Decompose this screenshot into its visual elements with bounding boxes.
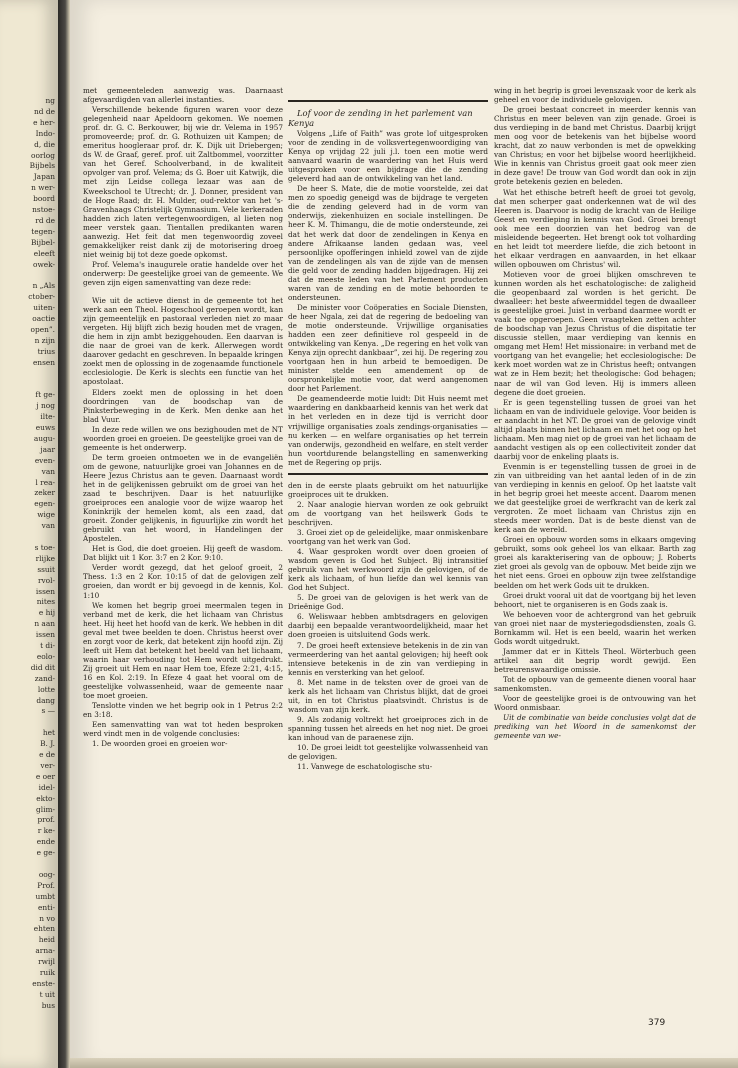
facing-page-fragment: ensen (32, 357, 55, 367)
facing-page-fragment: l rea- (35, 477, 55, 487)
facing-page-edge (0, 0, 60, 1068)
facing-page-fragment: open”. (30, 324, 55, 334)
facing-page-fragment: issen (35, 630, 55, 640)
c3-paragraph: wing in het begrip is groei levenszaak voor de kerk als geheel en voor de individuele gelovigen. (494, 86, 696, 105)
c3-conclusion-paragraph: Uit de combinatie van beide conclusies volgt dat de prediking van het Woord in de samenkomst der gemeente van we- (494, 713, 696, 741)
facing-page-fragment: van (41, 521, 55, 531)
facing-page-fragment: bus (41, 1000, 55, 1010)
facing-page-fragment: e her- (33, 117, 55, 127)
page-bottom-edge (70, 1058, 738, 1068)
facing-page-fragment: enste- (32, 978, 55, 988)
c1-quote-paragraph: De term groeien ontmoeten we in de evangeliën om de gewone, natuurlijke groei van Johannes en de Heere Jezus Christus aan te geven. Daarnaast wordt het in de gelijkenissen gebruikt om de groei van het zaad te beschrijven. Daar is het natuurlijke groeiproces een analogie voor de wijze waarop het Koninkrijk der hemelen komt, als een zaad, dat groeit. Zonder gelijkenis, in figuurlijke zin wordt het gebruikt van het woord, in Handelingen der Apostelen. (83, 452, 283, 544)
c1-paragraph: Verschillende bekende figuren waren voor deze gelegenheid naar Apeldoorn gekomen. We noemen prof. dr. G. C. Berkouwer, bij wie dr. Velema in 1957 promoveerde; prof. dr. G. Rothuizen uit Kampen; de emeritus hoogleraar prof. dr. K. Dijk uit Driebergen; ds W. de Graaf, geref. prof. uit Zaltbommel, voorzitter van het Geref. Schoolverband, in de kwaliteit opvolger van prof. Velema; ds G. Boer uit Katwijk, die met zijn Leidse collega lezaar was aan de Kweekschool te Utrecht; dr. J. Donner, president van de Hoge Raad; dr. H. Mulder, oud-rektor van het 's-Gravenhaags Christelijk Gymnasium. Vele kerkeraden hadden zich laten vertegenwoordigen, al lieten nog meer verstek gaan. Tientallen predikanten waren aanwezig. Het feit dat men tegenwoordig zoveel gemakkelijker reist dank zij de motorisering droeg niet weinig bij tot deze goede opkomst. (83, 105, 283, 259)
kenya-paragraph: Volgens „Life of Faith” was grote lof uitgesproken voor de zending in de volksvertegenwoordiging van Kenya op vrijdag 22 juli j.l. toen een motie werd aanvaard waarin de waardering van het Huis werd uitgesproken voor een bijdrage die de zending geleverd had aan de ontwikkeling van het land. (288, 129, 488, 184)
book-gutter (58, 0, 70, 1068)
facing-page-fragment: augu- (33, 433, 55, 443)
facing-page-fragment: Bijbel- (30, 237, 55, 247)
page-number: 379 (648, 1018, 666, 1028)
c3-paragraph: Jammer dat er in Kittels Theol. Wörterbuch geen artikel aan dit begrip wordt gewijd. Een betreurenswaardige omissie. (494, 646, 696, 674)
facing-page-fragment: arna- (35, 946, 55, 956)
facing-page-fragment: B. J. (40, 739, 55, 749)
facing-page-fragment: rwijl (38, 957, 55, 967)
facing-page-fragment: j nog (36, 401, 55, 411)
facing-page-fragment: nd de (34, 106, 55, 116)
facing-page-fragment: ruik (39, 968, 55, 977)
c2-paragraph: 10. De groei leidt tot geestelijke volwassenheid van de gelovigen. (288, 743, 488, 762)
facing-page-fragment: n zijn (34, 335, 55, 345)
facing-page-fragment: s toe- (34, 542, 55, 552)
c1-quote-paragraph: In deze rede willen we ons bezighouden met de NT woorden groei en groeien. De geestelijke groei van de gemeente is het onderwerp. (83, 424, 283, 452)
facing-page-fragment: owek- (33, 259, 55, 269)
facing-page-fragment: Prof. (37, 880, 55, 890)
facing-page-fragment: idel- (38, 782, 55, 792)
facing-page-fragment: r ke- (37, 826, 55, 836)
facing-page-fragment: het (42, 728, 55, 738)
facing-page-fragment: wige (37, 510, 55, 520)
c1-paragraph: met gemeenteleden aanwezig was. Daarnaast afgevaardigden van allerlei instanties. (83, 86, 283, 105)
facing-page-fragment: did dit (30, 662, 55, 672)
c2-paragraph: 9. Als zodanig voltrekt het groeiproces zich in de spanning tussen het alreeds en het nog niet. De groei kan inhoud van de paraenese zijn. (288, 714, 488, 742)
facing-page-fragment: t uit (39, 989, 55, 999)
facing-page-fragment: rlijke (35, 553, 55, 563)
c2-paragraph: 11. Vanwege de eschatologische stu- (297, 762, 433, 772)
column-1 (83, 86, 283, 1026)
facing-page-fragment: rvol- (37, 575, 55, 585)
c3-paragraph: Voor de geestelijke groei is de ontvouwing van het Woord onmisbaar. (494, 694, 696, 713)
facing-page-fragment: uiten- (33, 303, 55, 313)
c1-quote-paragraph: Elders zoekt men de oplossing in het doen doordringen van de boodschap van de Pinksterbeweging in de Kerk. Men denke aan het blad Vuur. (83, 387, 283, 424)
c2-paragraph: 2. Naar analogie hiervan worden ze ook gebruikt om de voortgang van het heilswerk Gods te beschrijven. (288, 499, 488, 527)
kenya-paragraph: De heer S. Mate, die de motie voorstelde, zei dat men zo spoedig geneigd was de bijdrage te vergeten die de zending geleverd had in de vorm van onderwijs, ziekenhuizen en sociale instellingen. De heer K. M. Thimangu, die de motie ondersteunde, zei dat het werk dat door de zendelingen in Kenya en andere Afrikaanse landen gedaan was, veel persoonlijke opofferingen inhield zowel van de zijde van de zendelingen als van de zijde van de mensen die geld voor de zending hadden bijgedragen. Hij zei dat de meeste leden van het Parlement producten waren van de zending en de motie behoorden te ondersteunen. (288, 184, 488, 302)
facing-page-fragment: Japan (33, 172, 55, 182)
c2-paragraph: 7. De groei heeft extensieve betekenis in de zin van vermeerdering van het aantal gelovigen; hij heeft ook intensieve betekenis in de zin van verdieping in kennis en versterking van het geloof. (288, 640, 488, 677)
facing-page-fragment: even- (34, 455, 55, 465)
facing-page-fragment: umbt (35, 891, 55, 901)
c2-paragraph: 3. Groei ziet op de geleidelijke, maar onmiskenbare voortgang van het werk van God. (288, 527, 488, 547)
facing-page-fragment: s — (41, 706, 55, 716)
facing-page-fragment: n aan (34, 619, 55, 629)
c1-quote-paragraph: Tenslotte vinden we het begrip ook in 1 Petrus 2:2 en 3:18. (83, 701, 283, 720)
c1-quote-paragraph: Het is God, die doet groeien. Hij geeft de wasdom. Dat blijkt uit 1 Kor. 3:7 en 2 Kor. 9:10. (83, 544, 283, 563)
facing-page-fragment: boord (33, 194, 55, 204)
c2-paragraph: 8. Met name in de teksten over de groei van de kerk als het lichaam van Christus blijkt, dat de groei uit, in en tot Christus plaatsvindt. Christus is de wasdom van zijn kerk. (288, 677, 488, 714)
c1-quote-paragraph: Wie uit de actieve dienst in de gemeente tot het werk aan een Theol. Hogeschool geroepen wordt, kan zijn gemeentelijk en pastoraal verleden niet zo maar vergeten. Hij blijft zich bezig houden met de vragen, die hem in zijn ambt beziggehouden. Een daarvan is die naar de groei van de kerk. Allerwegen wordt daarover gedacht en geschreven. In bepaalde kringen zoekt men de oplossing in de zogenaamde functionele ecclesiologie. De Kerk is slechts een functie van het apostolaat. (83, 296, 283, 387)
facing-page-fragment: n „Als (32, 281, 55, 291)
facing-page-fragment: jaar (40, 444, 55, 454)
c1-quote-paragraph: We komen het begrip groei meermalen tegen in verband met de kerk, die het lichaam van Christus heet. Hij heet het hoofd van de kerk. We hebben in dit geval met twee beelden te doen. Christus heerst over en zorgt voor de kerk, dat betekent zijn hoofd zijn. Zij leeft uit Hem dat betekent het beeld van het lichaam, waarin haar verhouding tot Hem wordt uitgedrukt. Zij groeit uit Hem en naar Hem toe, Efeze 2:21, 4:15, 16 en Kol. 2:19. In Efeze 4 gaat het vooral om de geestelijke volwassenheid, waar de gemeente naar toe moet groeien. (83, 600, 283, 701)
facing-page-fragment: e hij (38, 608, 55, 618)
facing-page-fragment: ende (36, 837, 55, 847)
facing-page-fragment: ng (45, 96, 55, 105)
facing-page-fragment: tegen- (31, 226, 55, 236)
c3-paragraph: Groei en opbouw worden soms in elkaars omgeving gebruikt, soms ook geheel los van elkaar. Barth zag groei als karakterisering van de opbouw; J. Roberts ziet groei als gevolg van de opbouw. Met beide zijn we het niet eens. Groei en opbouw zijn twee zelfstandige beelden om het werk Gods uit te drukken. (494, 535, 696, 590)
facing-page-fragment: nites (36, 597, 55, 607)
facing-page-fragment: lotte (37, 684, 55, 694)
facing-page-fragment: issen (35, 586, 55, 596)
c3-paragraph: Evenmin is er tegenstelling tussen de groei in de zin van uitbreiding van het aantal leden of in de zin van verdieping in kennis en geloof. Op het laatste valt in het begrip groei het meeste accent. Daarom menen we dat geestelijke groei de werfkracht van de kerk zal vergroten. Ze moet lichaam van Christus zijn en steeds meer worden. Dat is de beste dienst van de kerk aan de wereld. (494, 461, 696, 535)
column-3 (494, 86, 696, 1006)
c3-paragraph: Motieven voor de groei blijken omschreven te kunnen worden als het eschatologische: de zaligheid die geopenbaard zal worden is het gericht. De dwaalleer: het beste afweermiddel tegen de dwaalleer is geestelijke groei. Juist in verband daarmee wordt er vaak toe opgeroepen. Geen vraagteken zetten achter de boodschap van Jezus Christus of die dispitatie ter discussie stellen, maar verdieping van kennis en omgang met Hem! Het missionaire: in verband met de voortgang van het evangelie; het ecclesiologische: De kerk moet worden wat ze in Christus heeft; ontvangen wat ze in Hem bezit; het theologische: God behagen; naar de wil van God leven. Hij is immers alleen degene die doet groeien. (494, 269, 696, 397)
c1-paragraph: Prof. Velema's inaugurele oratie handelde over het onderwerp: De geestelijke groei van de gemeente. We geven zijn eigen samenvatting van deze rede: (83, 259, 283, 287)
facing-page-fragment: oog- (38, 869, 55, 879)
c3-paragraph: Er is geen tegenstelling tussen de groei van het lichaam en van de individuele gelovige. Voor beiden is er aandacht in het NT. De groei van de gelovige vindt altijd plaats binnen het lichaam en met het oog op het lichaam. Men mag niet op de groei van het lichaam de aandacht vestigen als op een collectiviteit zonder dat daarbij voor de enkeling plaats is. (494, 397, 696, 461)
column-2 (288, 96, 488, 1016)
facing-page-fragment: n vo (39, 913, 55, 923)
facing-page-fragment: enti- (38, 902, 55, 912)
facing-page-fragment: Bijbels (29, 161, 55, 171)
facing-page-fragment: Indo- (35, 128, 55, 138)
facing-page-fragment: egen- (34, 499, 55, 509)
c3-paragraph: Groei drukt vooral uit dat de voortgang bij het leven behoort, niet te organiseren is en Gods zaak is. (494, 590, 696, 609)
facing-page-fragment: heid (38, 935, 55, 945)
facing-page-fragment: n wer- (31, 183, 55, 193)
facing-page-fragment: ft ge- (35, 390, 55, 400)
facing-page-fragment: ver- (40, 760, 55, 770)
facing-page-fragment: eolo- (36, 651, 55, 661)
facing-page-fragment: e oer (35, 771, 55, 781)
facing-page-fragment: zand- (34, 673, 55, 683)
c2-paragraph: 4. Waar gesproken wordt over doen groeien of wasdom geven is God het Subject. Bij intransitief gebruik van het werkwoord zijn de gelovigen, of de kerk als lichaam, of hun liefde dan wel kennis van God het Subject. (288, 547, 488, 593)
c3-paragraph: Wat het ethische betreft heeft de groei tot gevolg, dat men scherper gaat onderkennen wat de wil des Heeren is. Daarvoor is nodig de kracht van de Heilige Geest en verdieping in kennis van God. Groei brengt ook mee een doorzien van het bedrog van de misleidende begeerten. Het brengt ook tot volharding en het leidt tot meerdere liefde, die zich betoont in het elkaar verdragen en aanvaarden, in het elkaar willen opbouwen om Christus' wil. (494, 187, 696, 269)
facing-page-fragment: t di- (40, 641, 55, 650)
c2-paragraph: 6. Weliswaar hebben ambtsdragers en gelovigen daarbij een bepaalde verantwoordelijkheid, maar het doen groeien is uitsluitend Gods werk. (288, 612, 488, 640)
facing-page-fragment: dang (36, 695, 55, 705)
magazine-page (70, 0, 738, 1068)
box-bottom-rule (288, 473, 488, 475)
kenya-paragraph: De geamendeerde motie luidt: Dit Huis neemt met waardering en dankbaarheid kennis van het werk dat in het verleden en in deze tijd is verricht door vrijwillige organisaties zoals zendings-organisaties — nu kerken — en welfare organisaties op het terrein van onderwijs, gezondheid en welfare, en stelt verder hun voortdurende belangstelling en samenwerking met de Regering op prijs. (288, 394, 488, 467)
facing-page-fragment: ekto- (36, 793, 55, 803)
c3-paragraph: We behoeven voor de achtergrond van het gebruik van groei niet naar de mysteriegodsdiensten, zoals G. Bornkamm wil. Het is een beeld, waarin het werken Gods wordt uitgedrukt. (494, 609, 696, 646)
c2-paragraph: 5. De groei van de gelovigen is het werk van de Drieënige God. (288, 593, 488, 612)
facing-page-fragment: glim- (36, 804, 55, 814)
facing-page-fragment: trius (37, 346, 55, 356)
facing-page-fragment: van (41, 466, 55, 476)
c2-paragraph: den in de eerste plaats gebruikt om het natuurlijke groeiproces uit te drukken. (288, 480, 488, 499)
facing-page-fragment: rd de (35, 215, 55, 225)
facing-page-fragment: ctober- (28, 292, 55, 302)
facing-page-fragment: ssuit (37, 564, 55, 574)
facing-page-fragment: oorlog (31, 150, 55, 160)
facing-page-fragment: ehten (33, 924, 55, 934)
c1-quote-paragraph: Verder wordt gezegd, dat het geloof groeit, 2 Thess. 1:3 en 2 Kor. 10:15 of dat de gelovigen zelf groeien, dan wordt er bij gevoegd in de kennis, Kol. 1:10 (83, 563, 283, 600)
facing-page-fragment: nstoe- (32, 205, 55, 214)
facing-page-fragment: zeker (34, 488, 55, 498)
facing-page-fragment: oactie (32, 314, 55, 323)
facing-page-fragment: eleeft (33, 248, 55, 258)
facing-page-fragment: d, die (34, 139, 55, 149)
c1-quote-paragraph: Een samenvatting van wat tot heden besproken werd vindt men in de volgende conclusies: (83, 720, 283, 739)
facing-page-fragment: ilte- (40, 412, 55, 422)
c3-paragraph: Tot de opbouw van de gemeente dienen vooral haar samenkomsten. (494, 675, 696, 694)
facing-page-fragment: e ge- (36, 848, 55, 858)
box-top-rule (288, 100, 488, 102)
facing-page-fragment: prof. (37, 815, 55, 825)
c1-quote-paragraph: 1. De woorden groei en groeien wor- (92, 739, 228, 749)
c3-paragraph: De groei bestaat concreet in meerder kennis van Christus en meer beleven van zijn genade. Groei is dus verdieping in de band met Christus. Daarbij krijgt men oog voor de betekenis van het bijbelse woord kracht, dat zo nauw verbonden is met de opwekking van Christus; en voor het bijbelse woord heerlijkheid. Wie in kennis van Christus groeit gaat ook meer zien in deze gave! De trouw van God wordt dan ook in zijn grote betekenis gezien en beleden. (494, 105, 696, 187)
kenya-paragraph: De minister voor Coöperaties en Sociale Diensten, de heer Ngala, zei dat de regering de bedoeling van de motie ondersteunde. Vrijwillige organisaties hadden een zeer definitieve rol gespeeld in de ontwikkeling van Kenya. „De regering en het volk van Kenya zijn oprecht dankbaar”, zei hij. De regering zou voortgaan hen in hun arbeid te bemoedigen. De minister stelde een amendement op de oorspronkelijke motie voor, dat werd aangenomen door het Parlement. (288, 302, 488, 394)
facing-page-fragment: e de (39, 750, 55, 759)
facing-page-fragment: euws (35, 423, 55, 432)
kenya-article-heading: Lof voor de zending in het parlement van Kenya (288, 108, 473, 128)
